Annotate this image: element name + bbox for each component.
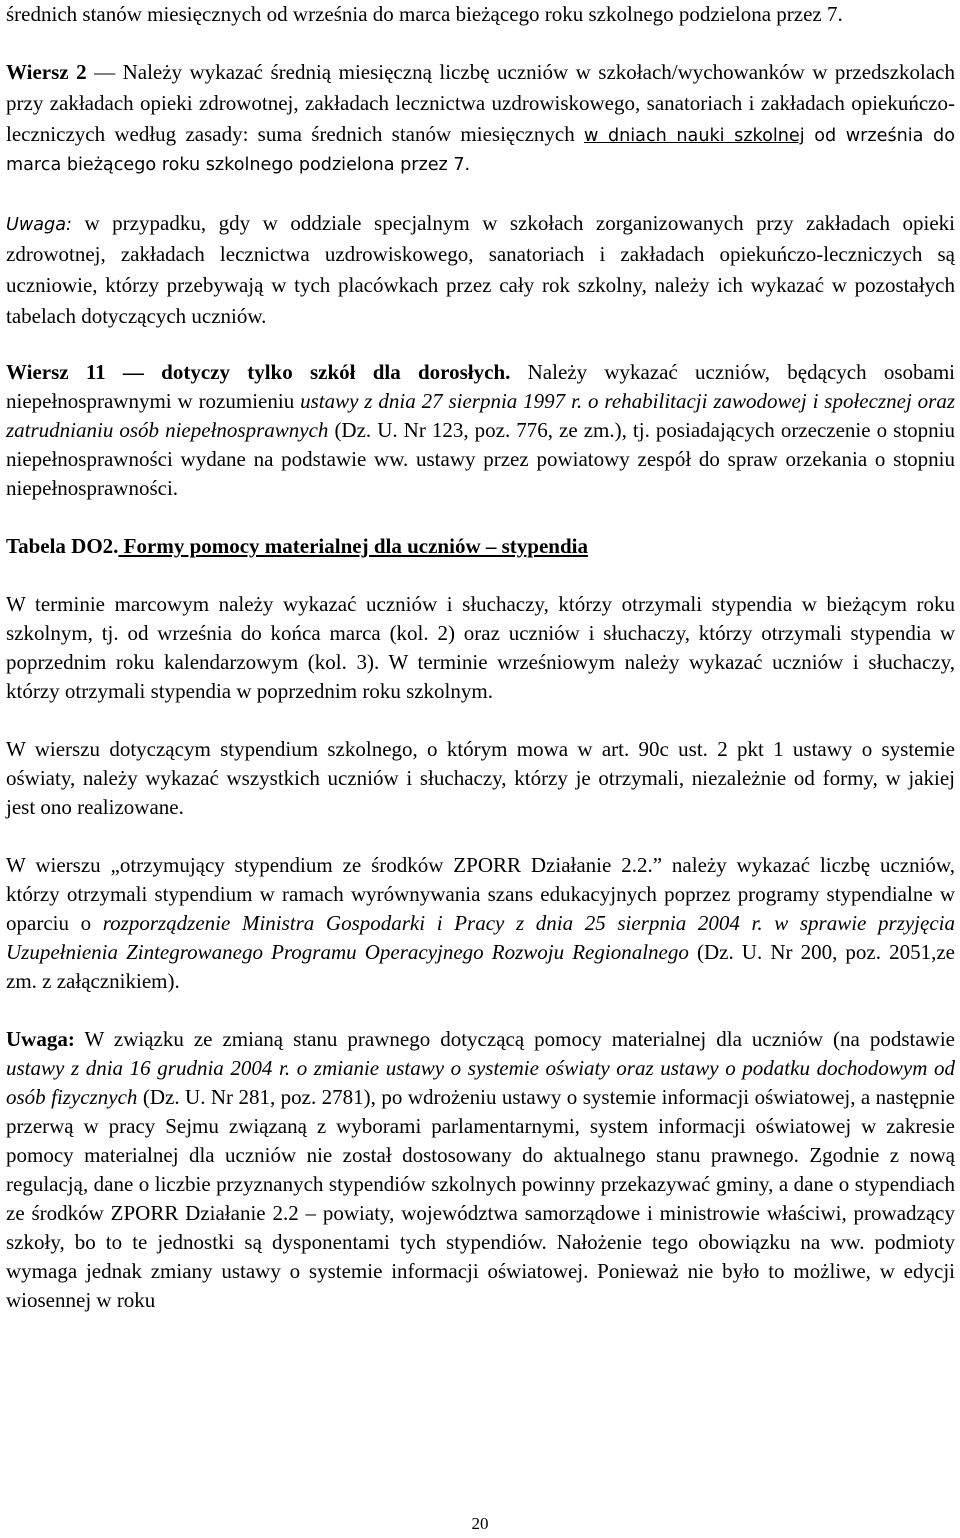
wiersz-11-text-b: (Dz. U. Nr 123, poz. 776, ze zm.), tj. posiadających orzeczenie o stopniu niepełnosprawności wydane na podstawie ww. ustawy przez powiatowy zespół do spraw orzekania o stopniu niepełnosprawności. <box>6 418 956 500</box>
paragraph-terminy: W terminie marcowym należy wykazać uczniów i słuchaczy, którzy otrzymali stypendia w bieżącym roku szkolnym, tj. od września do końca marca (kol. 2) oraz uczniów i słuchaczy, którzy otrzymali stypendia w poprzednim roku kalendarzowym (kol. 3). W terminie wrześniowym należy wykazać uczniów i słuchaczy, którzy otrzymali stypendia w poprzednim roku szkolnym. <box>6 592 955 703</box>
table-label: Tabela DO2. <box>6 534 119 558</box>
paragraph-zporr <box>0 851 960 996</box>
paragraph-wiersz-2 <box>0 58 960 180</box>
zporr-text-b: (Dz. U. Nr 200, poz. 2051,ze zm. z załącznikiem). <box>6 940 955 993</box>
uwaga-2-italic: ustawy z dnia 16 grudnia 2004 r. o zmianie ustawy o systemie oświaty oraz ustawy o podatku dochodowym od osób fizycznych <box>6 1056 955 1109</box>
uwaga-1-text: w przypadku, gdy w oddziale specjalnym w szkołach zorganizowanych przy zakładach opieki zdrowotnej, zakładach lecznictwa uzdrowiskowego, sanatoriach i zakładach opiekuńczo-leczniczych są uczniowie, którzy przebywają w tych placówkach przez cały rok szkolny, należy ich wykazać w pozostałych tabelach dotyczących uczniów. <box>6 211 955 328</box>
uwaga-2-label: Uwaga: <box>6 1027 75 1051</box>
wiersz-2-text-b: od września do marca bieżącego roku szkolnego podzielona przez 7. <box>6 126 955 175</box>
uwaga-1-label: Uwaga: <box>6 215 72 235</box>
wiersz-11-italic: ustawy z dnia 27 sierpnia 1997 r. o rehabilitacji zawodowej i społecznej oraz zatrudnianiu osób niepełnosprawnych <box>6 389 956 442</box>
wiersz-2-text-a: — Należy wykazać średnią miesięczną liczbę uczniów w szkołach/wychowanków w przedszkolach przy zakładach opieki zdrowotnej, zakładach lecznictwa uzdrowiskowego, sanatoriach i zakładach opiekuńczo-leczniczych według zasady: suma średnich stanów miesięcznych <box>6 60 956 146</box>
section-heading <box>0 532 960 561</box>
page-number: 20 <box>471 1514 489 1533</box>
paragraph-continuation: średnich stanów miesięcznych od września do marca bieżącego roku szkolnego podzielona przez 7. <box>6 2 843 26</box>
zporr-text-a: W wierszu „otrzymujący stypendium ze środków ZPORR Działanie 2.2.” należy wykazać liczbę uczniów, którzy otrzymali stypendium w ramach wyrównywania szans edukacyjnych poprzez programy stypendialne w oparciu o <box>6 853 955 935</box>
wiersz-2-underlined: w dniach nauki szkolnej <box>583 126 805 146</box>
uwaga-2-text-a: W związku ze zmianą stanu prawnego dotyczącą pomocy materialnej dla uczniów (na podstawie <box>74 1027 955 1051</box>
paragraph-uwaga-1 <box>0 209 960 333</box>
uwaga-2-text-b: (Dz. U. Nr 281, poz. 2781), po wdrożeniu ustawy o systemie informacji oświatowej, a następnie przerwą w pracy Sejmu związaną z wyborami parlamentarnymi, system informacji oświatowej w zakresie pomocy materialnej dla uczniów nie został dostosowany do aktualnego stanu prawnego. Zgodnie z nową regulacją, dane o liczbie przyznanych stypendiów szkolnych powinny przekazywać gminy, a dane o stypendiach ze środków ZPORR Działanie 2.2 – powiaty, województwa samorządowe i ministrowie właściwi, prowadzący szkoły, bo to te jednostki są dysponentami tych stypendiów. Nałożenie tego obowiązku na ww. podmioty wymaga jednak zmiany ustawy o systemie informacji oświatowej. Ponieważ nie było to możliwe, w edycji wiosennej w roku <box>6 1085 955 1312</box>
paragraph-wiersz-11 <box>0 358 960 503</box>
paragraph-stypendium-szkolne: W wierszu dotyczącym stypendium szkolnego, o którym mowa w art. 90c ust. 2 pkt 1 ustawy o systemie oświaty, należy wykazać wszystkich uczniów i słuchaczy, którzy je otrzymali, niezależnie od formy, w jakiej jest ono realizowane. <box>6 737 955 819</box>
section-title: Formy pomocy materialnej dla uczniów – stypendia <box>118 534 588 558</box>
wiersz-2-label: Wiersz 2 <box>6 60 87 84</box>
paragraph-uwaga-2 <box>0 1025 960 1315</box>
wiersz-11-label: Wiersz 11 — dotyczy tylko szkół dla dorosłych. <box>6 360 511 384</box>
wiersz-11-text-a: Należy wykazać uczniów, będących osobami niepełnosprawnymi w rozumieniu <box>6 360 955 413</box>
zporr-italic: rozporządzenie Ministra Gospodarki i Pracy z dnia 25 sierpnia 2004 r. w sprawie przyjęcia Uzupełnienia Zintegrowanego Programu Operacyjnego Rozwoju Regionalnego <box>6 911 955 964</box>
